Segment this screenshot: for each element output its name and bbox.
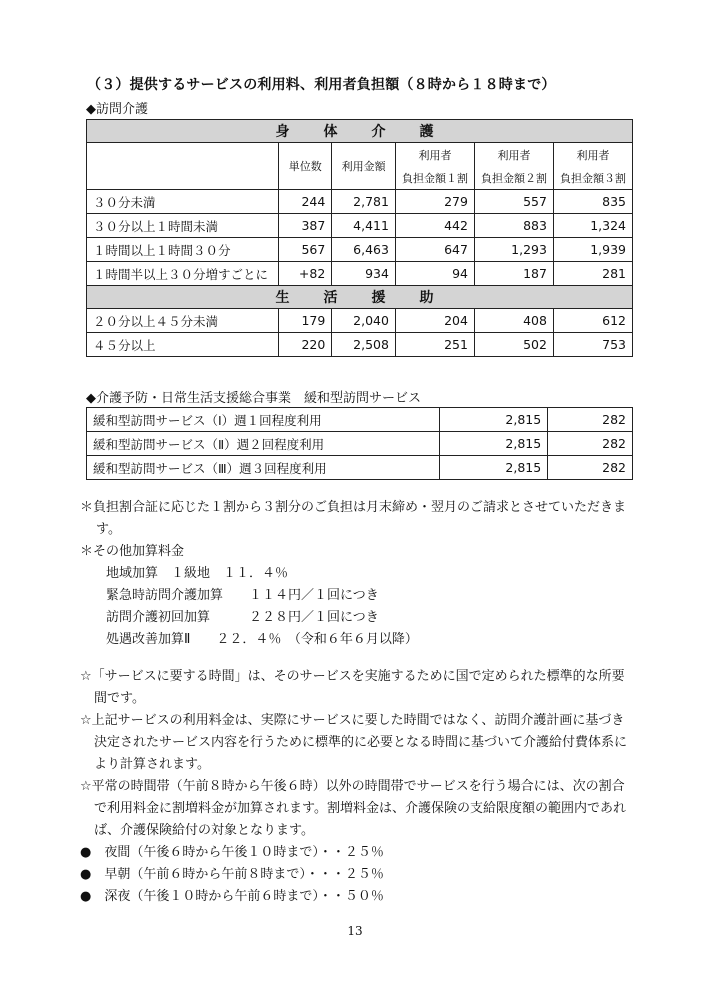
row-fee-1: 204 [395,309,474,333]
header-user-1a: 利用者 [395,143,474,167]
note-line: す。 [96,522,121,537]
bullet-early: ● 早朝（午前６時から午前８時まで）・・・２５％ [80,867,384,882]
table-row [87,190,633,214]
row-amount: 2,040 [332,309,396,333]
row-fee-1: 251 [395,333,474,357]
table-row [87,214,633,238]
row-label: １時間半以上３０分増すごとに [87,262,279,286]
row-fee-2: 502 [474,333,553,357]
row-fee-2: 557 [474,190,553,214]
row-fee-1: 279 [395,190,474,214]
row-fee-3: 753 [553,333,632,357]
row-amount: 4,411 [332,214,396,238]
row-fee-3: 612 [553,309,632,333]
header-user-2b: 負担金額２割 [474,166,553,190]
row-fee: 282 [548,456,633,480]
note-line: ☆上記サービスの利用料金は、実際にサービスに要した時間ではなく、訪問介護計画に基づき [80,713,625,728]
row-fee-1: 442 [395,214,474,238]
header-amount: 利用金額 [332,143,396,190]
prevention-service-label: ◆介護予防・日常生活支援総合事業 緩和型訪問サービス [86,391,421,406]
note-line: 間です。 [94,691,145,706]
row-label: 緩和型訪問サービス（Ⅲ）週３回程度利用 [87,456,440,480]
row-label: ４５分以上 [87,333,279,357]
addition-emergency: 緊急時訪問介護加算 １１４円／１回につき [106,588,379,603]
bullet-late-night: ● 深夜（午後１０時から午前６時まで）・・５０％ [80,889,384,904]
section-physical-care-label: 身 体 介 護 [87,120,633,143]
row-label: ３０分未満 [87,190,279,214]
row-amount: 2,815 [440,408,548,432]
note-line: ＊その他加算料金 [80,544,185,559]
row-fee-3: 281 [553,262,632,286]
row-unit: 567 [279,238,332,262]
table-row [87,456,633,480]
row-amount: 6,463 [332,238,396,262]
row-fee-2: 408 [474,309,553,333]
row-amount: 2,781 [332,190,396,214]
section-header-life-support [87,286,633,309]
row-label: １時間以上１時間３０分 [87,238,279,262]
table-header-row [87,143,633,167]
row-unit: 220 [279,333,332,357]
row-amount: 2,815 [440,456,548,480]
row-fee-2: 883 [474,214,553,238]
table-row [87,333,633,357]
header-user-3a: 利用者 [553,143,632,167]
row-fee-1: 94 [395,262,474,286]
header-user-2a: 利用者 [474,143,553,167]
table-row [87,309,633,333]
row-fee-3: 835 [553,190,632,214]
note-line: ☆平常の時間帯（午前８時から午後６時）以外の時間帯でサービスを行う場合には、次の割合 [80,779,625,794]
row-fee: 282 [548,432,633,456]
row-fee-1: 647 [395,238,474,262]
row-fee-3: 1,939 [553,238,632,262]
row-fee-2: 187 [474,262,553,286]
row-unit: +82 [279,262,332,286]
table-row [87,432,633,456]
addition-initial: 訪問介護初回加算 ２２８円／１回につき [106,610,379,625]
notes-billing [80,497,626,651]
section-title: （３）提供するサービスの利用料、利用者負担額（８時から１８時まで） [87,77,556,93]
row-amount: 2,815 [440,432,548,456]
section-life-support-label: 生 活 援 助 [87,286,633,309]
bullet-night: ● 夜間（午後６時から午後１０時まで）・・２５％ [80,845,384,860]
row-label: ３０分以上１時間未満 [87,214,279,238]
note-line: 決定されたサービス内容を行うために標準的に必要となる時間に基づいて介護給付費体系に [94,735,628,750]
note-line: で利用料金に割増料金が加算されます。割増料金は、介護保険の支給限度額の範囲内であれ [94,801,626,816]
note-line: ＊負担割合証に応じた１割から３割分のご負担は月末締め・翌月のご請求とさせていただきま [80,500,627,515]
table-row [87,238,633,262]
page-number: 13 [347,924,363,938]
row-fee-3: 1,324 [553,214,632,238]
addition-regional: 地域加算 １級地 １１．４％ [106,566,289,581]
visit-care-label: ◆訪問介護 [86,102,148,117]
row-unit: 387 [279,214,332,238]
note-line: より計算されます。 [94,757,210,772]
notes-service-time [80,666,627,908]
header-unit: 単位数 [279,143,332,190]
header-blank-cell [87,143,279,190]
row-amount: 2,508 [332,333,396,357]
visit-care-fee-table [86,119,633,357]
row-fee-2: 1,293 [474,238,553,262]
table-row [87,262,633,286]
relaxed-visit-service-table [86,407,633,480]
note-line: ば、介護保険給付の対象となります。 [94,823,314,838]
row-label: 緩和型訪問サービス（Ⅱ）週２回程度利用 [87,432,440,456]
header-user-3b: 負担金額３割 [553,166,632,190]
row-label: ２０分以上４５分未満 [87,309,279,333]
addition-treatment: 処遇改善加算Ⅱ ２２．４％ （令和６年６月以降） [106,632,418,647]
note-line: ☆「サービスに要する時間」は、そのサービスを実施するために国で定められた標準的な所要 [80,669,625,684]
row-unit: 244 [279,190,332,214]
section-header-physical-care [87,120,633,143]
row-amount: 934 [332,262,396,286]
header-user-1b: 負担金額１割 [395,166,474,190]
table-row [87,408,633,432]
row-unit: 179 [279,309,332,333]
row-fee: 282 [548,408,633,432]
row-label: 緩和型訪問サービス（Ⅰ）週１回程度利用 [87,408,440,432]
